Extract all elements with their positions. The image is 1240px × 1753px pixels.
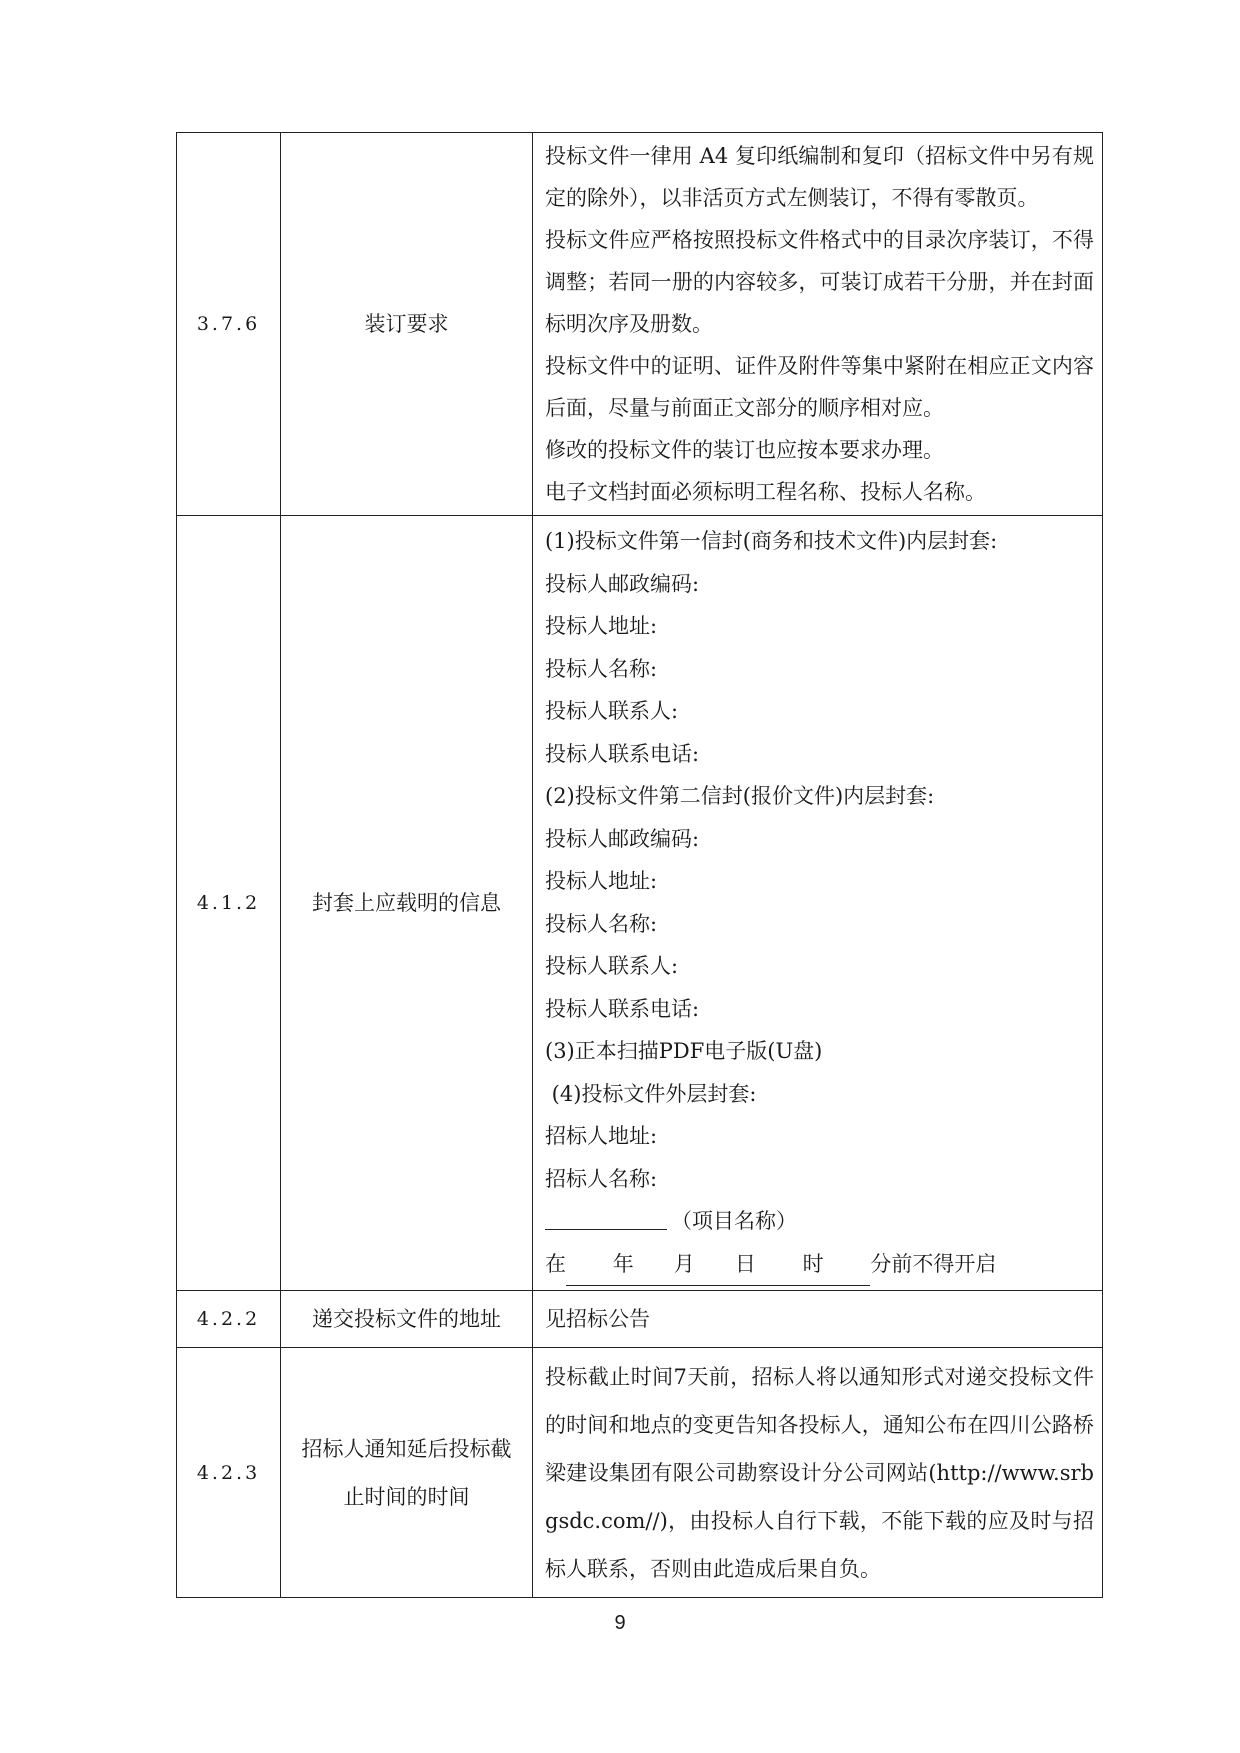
- open-time-hour: 时: [802, 1251, 824, 1276]
- clause-content: [533, 516, 1103, 1291]
- content-paragraph: 电子文档封面必须标明工程名称、投标人名称。: [545, 480, 986, 504]
- content-line: 投标人邮政编码:: [545, 571, 700, 596]
- open-time-prefix: 在: [545, 1251, 566, 1276]
- content-line: 投标人邮政编码:: [545, 826, 700, 851]
- clause-item: 递交投标文件的地址: [281, 1291, 533, 1348]
- open-time-line: [545, 1243, 1094, 1287]
- clause-content: [533, 1348, 1103, 1598]
- open-time-minute: 分: [870, 1251, 892, 1276]
- content-paragraph: 修改的投标文件的装订也应按本要求办理。: [545, 438, 944, 462]
- open-time-suffix: 前不得开启: [891, 1251, 997, 1276]
- content-paragraph: 投标截止时间7天前，招标人将以通知形式对递交投标文件的时间和地点的变更告知各投标人，通知公布在四川公路桥梁建设集团有限公司勘察设计分公司网站(http://www.srbgsdc.com//)，由投标人自行下载，不能下载的应及时与招标人联系，否则由此造成后果自负。: [545, 1364, 1094, 1581]
- content-line: (3)正本扫描PDF电子版(U盘): [545, 1039, 823, 1063]
- content-line: 投标人联系电话:: [545, 996, 700, 1021]
- clause-item: 装订要求: [281, 133, 533, 516]
- project-name-label: （项目名称）: [671, 1209, 797, 1233]
- content-paragraph: 投标文件一律用 A4 复印纸编制和复印（招标文件中另有规定的除外），以非活页方式左侧装订，不得有零散页。: [545, 144, 1094, 210]
- clause-content: [533, 1291, 1103, 1348]
- project-name-blank: [545, 1207, 667, 1230]
- content-line: 投标人地址:: [545, 869, 658, 893]
- clause-item: 封套上应载明的信息: [281, 516, 533, 1291]
- open-time-blanks: [566, 1243, 870, 1287]
- open-time-day: 日: [734, 1251, 756, 1276]
- content-line: (1)投标文件第一信封(商务和技术文件)内层封套:: [545, 529, 998, 553]
- content-line: 投标人名称:: [545, 656, 658, 681]
- content-line: 招标人地址:: [545, 1124, 658, 1148]
- clause-number: 3.7.6: [177, 133, 281, 516]
- open-time-year: 年: [612, 1251, 634, 1276]
- clause-item-line: 招标人通知延后投标截: [301, 1436, 512, 1461]
- content-paragraph: 见招标公告: [545, 1307, 650, 1331]
- content-line: 投标人联系人:: [545, 699, 679, 723]
- bidding-requirements-table: [176, 132, 1103, 1598]
- clause-number: 4.2.3: [177, 1348, 281, 1598]
- clause-number: 4.2.2: [177, 1291, 281, 1348]
- clause-item: [281, 1348, 533, 1598]
- table-row: [177, 1348, 1103, 1598]
- content-paragraph: 投标文件中的证明、证件及附件等集中紧附在相应正文内容后面，尽量与前面正文部分的顺序相对应。: [545, 354, 1094, 420]
- table-row: [177, 516, 1103, 1291]
- content-line: 投标人地址:: [545, 614, 658, 638]
- table-row: [177, 133, 1103, 516]
- clause-item-line: 止时间的时间: [343, 1484, 470, 1509]
- content-line: 招标人名称:: [545, 1166, 658, 1191]
- content-line: 投标人联系电话:: [545, 741, 700, 766]
- clause-content: [533, 133, 1103, 516]
- content-line: (2)投标文件第二信封(报价文件)内层封套:: [545, 784, 935, 808]
- page-number: 9: [614, 1612, 626, 1634]
- content-line: 投标人联系人:: [545, 954, 679, 978]
- content-line: 投标人名称:: [545, 911, 658, 936]
- table-row: [177, 1291, 1103, 1348]
- open-time-month: 月: [673, 1251, 695, 1276]
- clause-number: 4.1.2: [177, 516, 281, 1291]
- content-paragraph: 投标文件应严格按照投标文件格式中的目录次序装订，不得调整；若同一册的内容较多，可装订成若干分册，并在封面标明次序及册数。: [545, 228, 1094, 336]
- project-name-line: [545, 1200, 1094, 1243]
- content-line: (4)投标文件外层封套:: [545, 1081, 757, 1106]
